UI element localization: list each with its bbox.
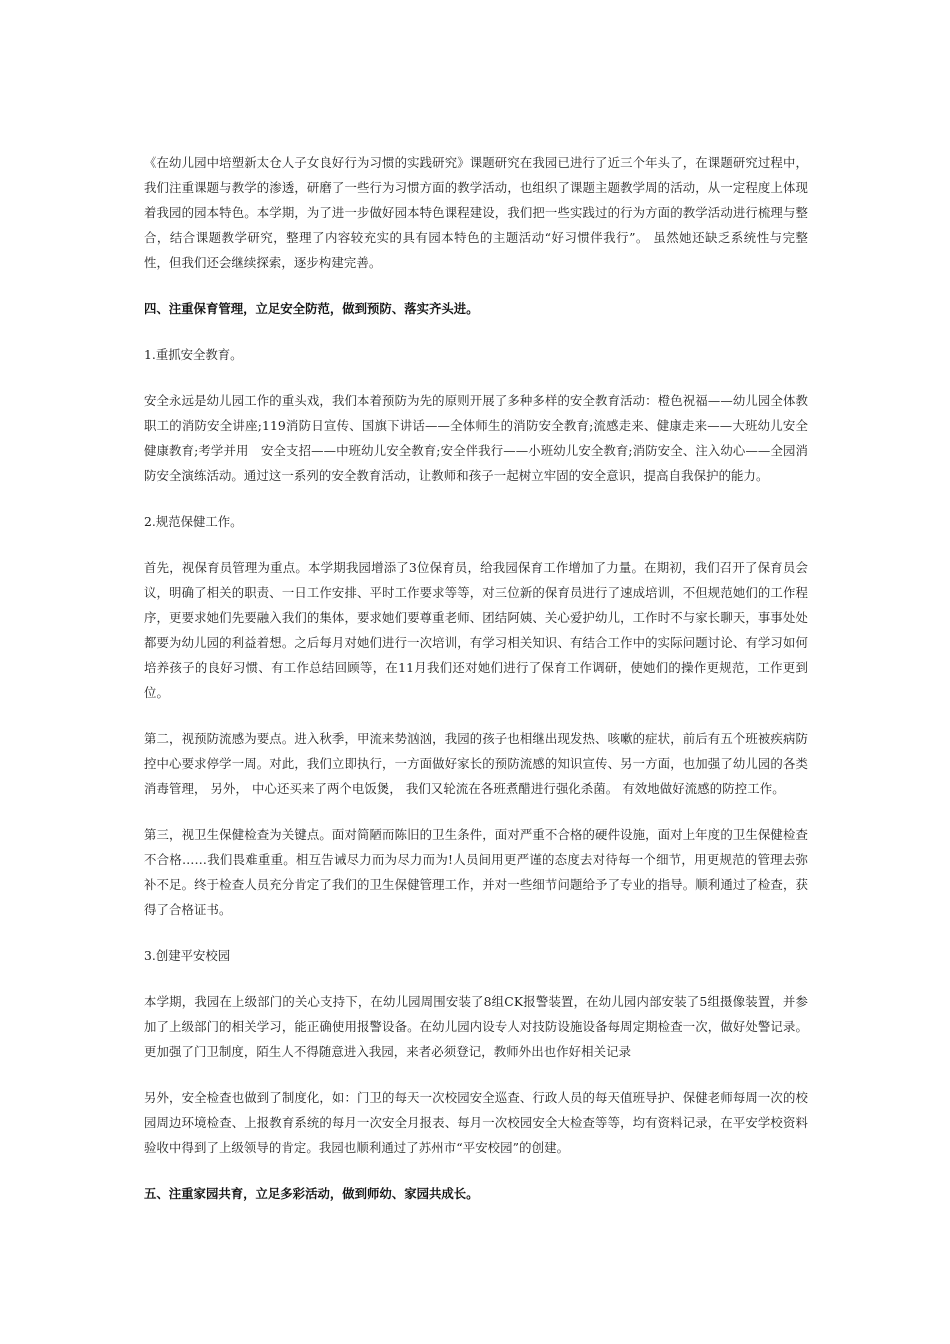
paragraph-alarm-installation: 本学期，我园在上级部门的关心支持下，在幼儿园周围安装了8组CK报警装置，在幼儿园内部安装了5组摄像装置，并参加了上级部门的相关学习，能正确使用报警设备。在幼儿园内设专人对技防设施设备每周定期检查一次，做好处警记录。更加强了门卫制度，陌生人不得随意进入我园，来者必须登记，教师外出也作好相关记录 [144, 994, 808, 1059]
section-heading-4: 四、注重保育管理，立足安全防范，做到预防、落实齐头进。 [144, 301, 479, 316]
paragraph-safety-inspection: 另外，安全检查也做到了制度化，如：门卫的每天一次校园安全巡查、行政人员的每天值班导护、保健老师每周一次的校园周边环境检查、上报教育系统的每月一次安全月报表、每月一次校园安全大检查等等，均有资料记录，在平安学校资料验收中得到了上级领导的肯定。我园也顺利通过了苏州市“平安校园”的创建。 [144, 1090, 808, 1155]
subheading-health-care: 2.规范保健工作。 [144, 514, 243, 529]
intro-paragraph: 《在幼儿园中培塑新太仓人子女良好行为习惯的实践研究》课题研究在我园已进行了近三个年头了，在课题研究过程中，我们注重课题与教学的渗透，研磨了一些行为习惯方面的教学活动，也组织了课题主题教学周的活动，从一定程度上体现着我园的园本特色。本学期，为了进一步做好园本特色课程建设，我们把一些实践过的行为方面的教学活动进行梳理与整合，结合课题教学研究，整理了内容较充实的具有园本特色的主题活动“好习惯伴我行”。 虽然她还缺乏系统性与完整性，但我们还会继续探索，逐步构建完善。 [144, 155, 808, 270]
subheading-safety-education: 1.重抓安全教育。 [144, 347, 243, 362]
paragraph-health-inspection: 第三，视卫生保健检查为关键点。面对简陋而陈旧的卫生条件，面对严重不合格的硬件设施，面对上年度的卫生保健检查不合格……我们畏难重重。相互告诫尽力而为尽力而为!人员间用更严谨的态度去对待每一个细节，用更规范的管理去弥补不足。终于检查人员充分肯定了我们的卫生保健管理工作，并对一些细节问题给予了专业的指导。顺利通过了检查，获得了合格证书。 [144, 827, 808, 917]
section-heading-5: 五、注重家园共育，立足多彩活动，做到师幼、家园共成长。 [144, 1186, 479, 1201]
paragraph-safety-education: 安全永远是幼儿园工作的重头戏，我们本着预防为先的原则开展了多种多样的安全教育活动：橙色祝福——幼儿园全体教职工的消防安全讲座;119消防日宣传、国旗下讲话——全体师生的消防安全教育;流感走来、健康走来——大班幼儿安全健康教育;考学并用 安全支招——中班幼儿安全教育;安全伴我行——小班幼儿安全教育;消防安全、注入幼心——全园消防安全演练活动。通过这一系列的安全教育活动，让教师和孩子一起树立牢固的安全意识，提高自我保护的能力。 [144, 393, 808, 483]
paragraph-flu-prevention: 第二，视预防流感为要点。进入秋季，甲流来势汹汹，我园的孩子也相继出现发热、咳嗽的症状，前后有五个班被疾病防控中心要求停学一周。对此，我们立即执行，一方面做好家长的预防流感的知识宣传、另一方面，也加强了幼儿园的各类消毒管理， 另外， 中心还买来了两个电饭煲， 我们又轮流在各班煮醋进行强化杀菌。 有效地做好流感的防控工作。 [144, 731, 808, 796]
document-body [144, 150, 808, 1227]
paragraph-caregiver-management: 首先，视保育员管理为重点。本学期我园增添了3位保育员，给我园保育工作增加了力量。在期初，我们召开了保育员会议，明确了相关的职责、一日工作安排、平时工作要求等等，对三位新的保育员进行了速成培训，不但规范她们的工作程序，更要求她们先要融入我们的集体，要求她们要尊重老师、团结阿姨、关心爱护幼儿，工作时不与家长聊天，事事处处都要为幼儿园的利益着想。之后每月对她们进行一次培训，有学习相关知识、有结合工作中的实际问题讨论、有学习如何培养孩子的良好习惯、有工作总结回顾等，在11月我们还对她们进行了保育工作调研，使她们的操作更规范，工作更到位。 [144, 560, 808, 700]
subheading-safe-campus: 3.创建平安校园 [144, 948, 231, 963]
